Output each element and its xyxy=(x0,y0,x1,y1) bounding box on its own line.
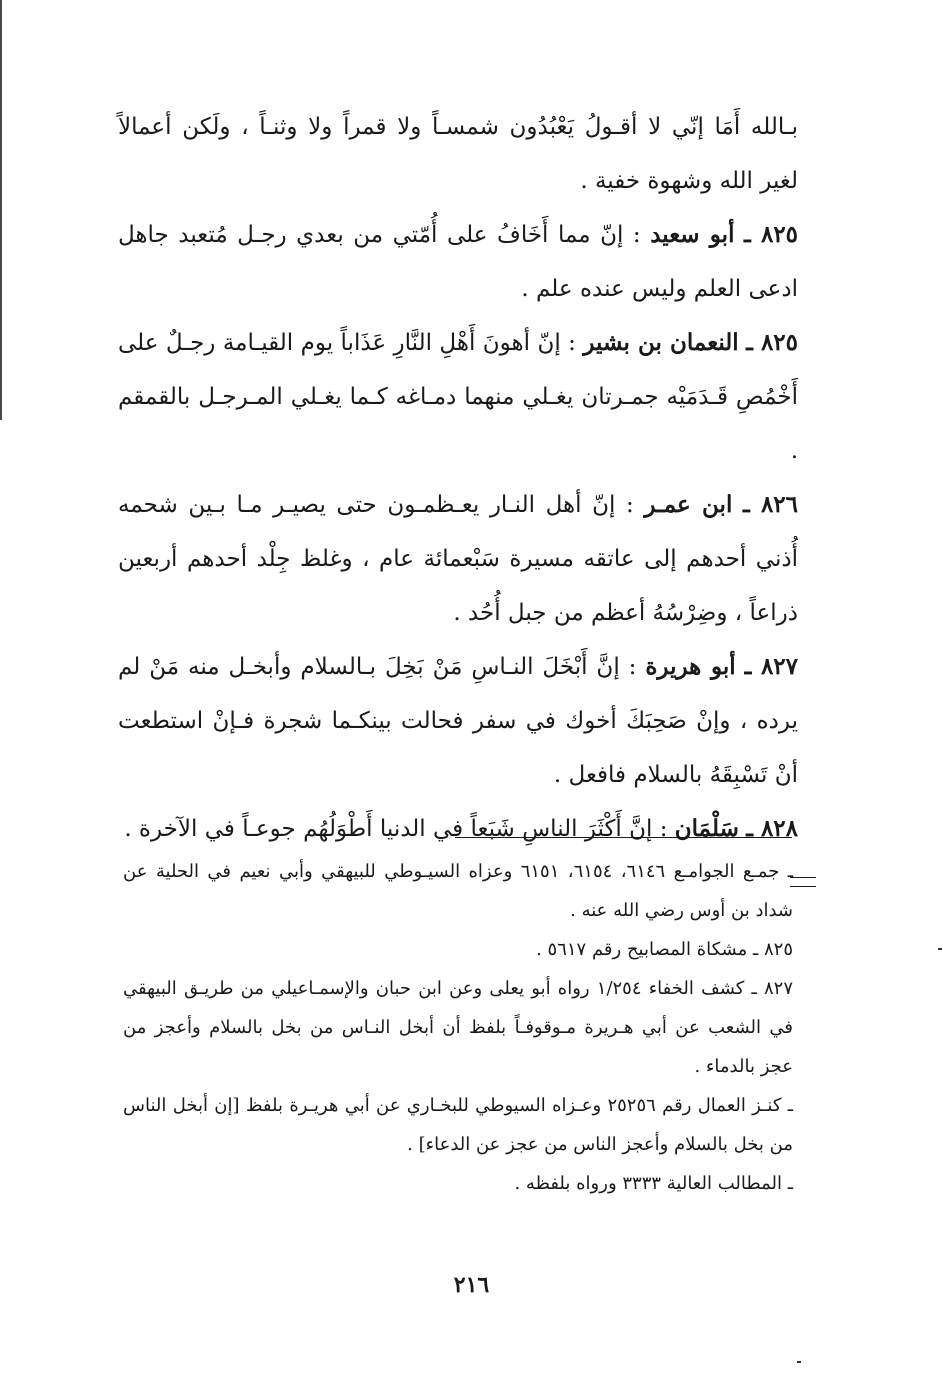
hadith-text: : إنَّ أَكْثَرَ الناسِ شَبَعاً في الدنيا أَطْوَلُهُم جوعـاً في الآخرة . xyxy=(124,816,675,842)
hadith-number: ٨٢٥ ـ xyxy=(746,329,798,356)
footnote-separator xyxy=(455,837,792,838)
hadith-828 xyxy=(118,802,798,856)
footnotes xyxy=(123,852,793,1203)
footnote: ٨٢٥ ـ مشكاة المصابيح رقم ٥٦١٧ . xyxy=(536,939,793,960)
narrator-name: ابن عمـر xyxy=(644,491,733,518)
hadith-number: ٨٢٧ ـ xyxy=(744,653,799,680)
narrator-name: سَلْمَان xyxy=(674,815,739,842)
hadith-text: : إنّ أهونَ أَهْلِ النَّارِ عَذَاباً يوم القيـامة رجـلٌ على أَخْمُصِ قَـدَمَيْه جمـرتان يغـلي منهما دمـاغه كـما يغـلي المـرجـل بالقمقم . xyxy=(118,330,798,464)
narrator-name: أبو سعيد xyxy=(650,221,735,248)
footnote: ـ جمـع الجوامـع ٦١٤٦، ٦١٥٤، ٦١٥١ وعزاه السيـوطي للبيهقي وأبي نعيم في الحلية عن شداد بن أوس رضي الله عنه . xyxy=(123,861,794,921)
hadith-826 xyxy=(118,478,798,640)
scan-speck xyxy=(797,1361,801,1363)
page-edge-shadow xyxy=(0,0,2,420)
hadith-text: : إنّ مما أَخَافُ على أُمّتي من بعدي رجـل مُتعبد جاهل ادعى العلم وليس عنده علم . xyxy=(118,222,798,302)
footnote-marker xyxy=(790,877,816,895)
hadith-827 xyxy=(118,640,798,802)
footnote: ٨٢٧ ـ كشف الخفاء ١/٢٥٤ رواه أبو يعلى وعن ابن حبان والإسمـاعيلي من طريـق البيهقي في الشعب عن أبي هـريرة مـوقوفـاً بلفظ أن أبخل النـاس من بخل بالسلام وأعجز من عجز بالدماء . xyxy=(123,978,793,1077)
narrator-name: أبو هريرة xyxy=(645,653,736,680)
main-text xyxy=(118,100,798,856)
hadith-825-abu-said xyxy=(118,208,798,316)
paragraph-text: بـالله أَمَا إنّي لا أقـولُ يَعْبُدُون شمسـاً ولا قمراً ولا وثنـاً ، ولَكن أعمالاً لغير الله وشهوة خفية . xyxy=(118,114,798,194)
footnote: ـ المطالب العالية ٣٣٣٣ ورواه بلفظه . xyxy=(514,1173,793,1194)
scan-speck xyxy=(938,948,942,950)
hadith-text: : إنَّ أَبْخَلَ النـاسِ مَنْ بَخِلَ بـالسلام وأبخـل منه مَنْ لم يرده ، وإنْ صَحِبَكَ أخوك في سفر فحالت بينكـما شجرة فـإنْ استطعت أنْ تَسْبِقَهُ بالسلام فافعل . xyxy=(118,654,798,788)
page-number: ٢١٦ xyxy=(453,1272,490,1298)
hadith-825-numan xyxy=(118,316,798,478)
narrator-name: النعمان بن بشير xyxy=(583,329,739,356)
hadith-number: ٨٢٦ ـ xyxy=(742,491,799,518)
hadith-number: ٨٢٨ ـ xyxy=(746,815,798,842)
footnote: ـ كنـز العمال رقم ٢٥٢٥٦ وعـزاه السيوطي للبخـاري عن أبي هريـرة بلفظ [إن أبخل الناس من بخل بالسلام وأعجز الناس من عجز عن الدعاء] . xyxy=(123,1095,793,1155)
hadith-text: : إنّ أهل النـار يعـظمـون حتى يصيـر مـا بـين شحمه أُذني أحدهم إلى عاتقه مسيرة سَبْعمائة عام ، وغلظ جِلْد أحدهم أربعين ذراعاً ، وضِرْسُهُ أعظم من جبل أُحُد . xyxy=(118,492,798,626)
paragraph-continuation xyxy=(118,100,798,208)
hadith-number: ٨٢٥ ـ xyxy=(744,221,799,248)
